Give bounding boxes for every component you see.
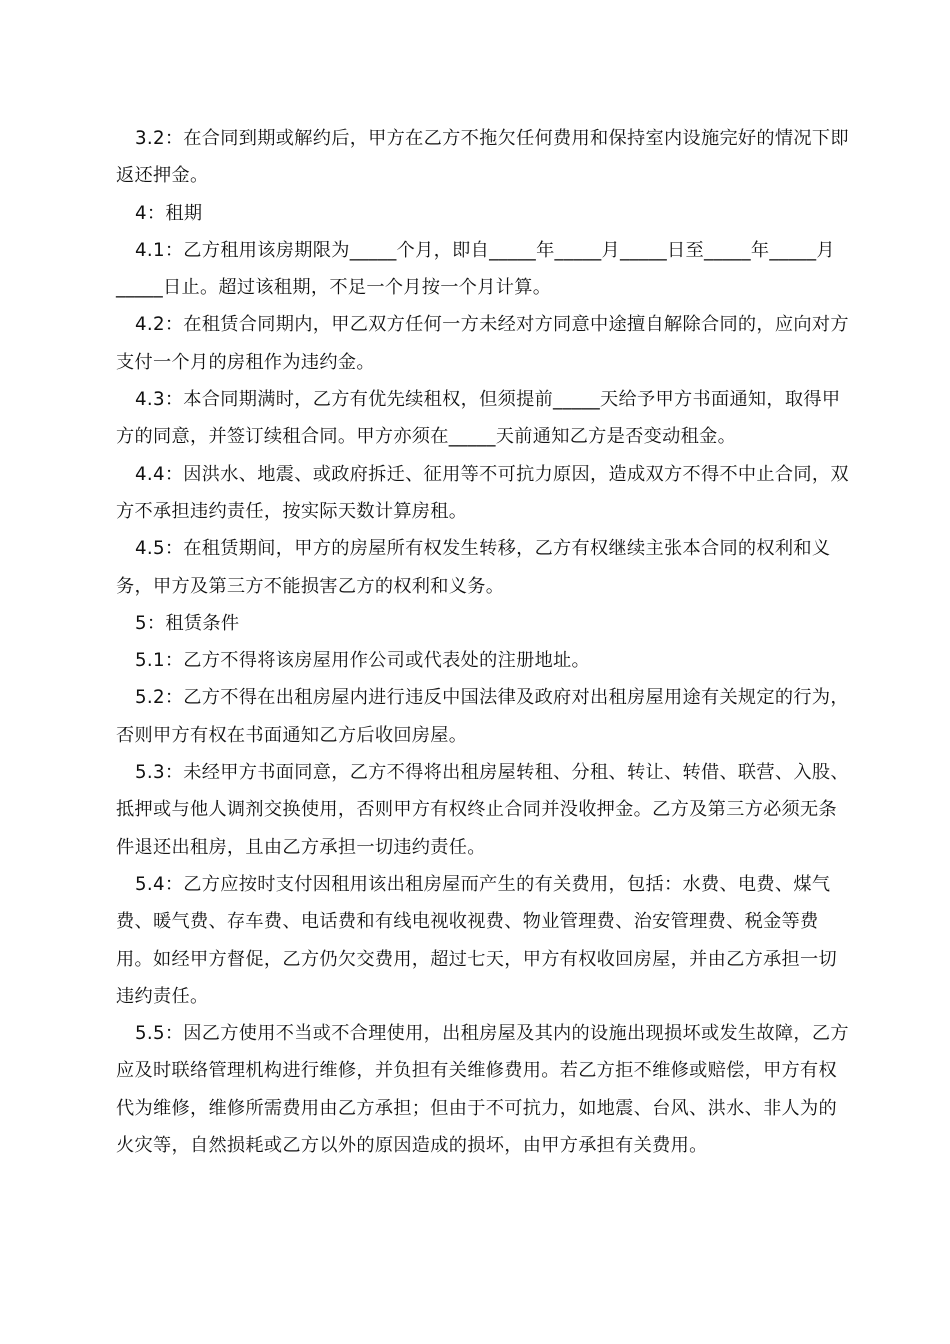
clause-5-3: 5.3：未经甲方书面同意，乙方不得将出租房屋转租、分租、转让、转借、联营、入股、抵押或与他人调剂交换使用，否则甲方有权终止合同并没收押金。乙方及第三方必须无条件退还出租房，且由乙方承担一切违约责任。 (116, 762, 849, 858)
document-body (116, 120, 852, 1164)
clause-5-2: 5.2：乙方不得在出租房屋内进行违反中国法律及政府对出租房屋用途有关规定的行为，否则甲方有权在书面通知乙方后收回房屋。 (116, 687, 849, 746)
section-heading-5: 5：租赁条件 (135, 612, 240, 634)
clause-4-1: 4.1：乙方租用该房期限为_____个月，即自_____年_____月_____日至_____年_____月_____日止。超过该租期，不足一个月按一个月计算。 (116, 239, 835, 299)
clause-4-2: 4.2：在租赁合同期内，甲乙双方任何一方未经对方同意中途擅自解除合同的，应向对方支付一个月的房租作为违约金。 (116, 314, 849, 373)
clause-5-5: 5.5：因乙方使用不当或不合理使用，出租房屋及其内的设施出现损坏或发生故障，乙方应及时联络管理机构进行维修，并负担有关维修费用。若乙方拒不维修或赔偿，甲方有权代为维修，维修所需费用由乙方承担；但由于不可抗力，如地震、台风、洪水、非人为的火灾等，自然损耗或乙方以外的原因造成的损坏，由甲方承担有关费用。 (116, 1023, 849, 1157)
section-heading-4: 4：租期 (135, 202, 203, 224)
clause-5-1: 5.1：乙方不得将该房屋用作公司或代表处的注册地址。 (135, 650, 591, 672)
clause-5-4: 5.4：乙方应按时支付因租用该出租房屋而产生的有关费用，包括：水费、电费、煤气费、暖气费、存车费、电话费和有线电视收视费、物业管理费、治安管理费、税金等费用。如经甲方督促，乙方仍欠交费用，超过七天，甲方有权收回房屋，并由乙方承担一切违约责任。 (116, 873, 838, 1007)
clause-4-5: 4.5：在租赁期间，甲方的房屋所有权发生转移，乙方有权继续主张本合同的权利和义务，甲方及第三方不能损害乙方的权利和义务。 (116, 538, 831, 597)
clause-3-2: 3.2：在合同到期或解约后，甲方在乙方不拖欠任何费用和保持室内设施完好的情况下即返还押金。 (116, 128, 849, 187)
clause-4-4: 4.4：因洪水、地震、或政府拆迁、征用等不可抗力原因，造成双方不得不中止合同，双方不承担违约责任，按实际天数计算房租。 (116, 463, 849, 522)
clause-4-3: 4.3：本合同期满时，乙方有优先续租权，但须提前_____天给予甲方书面通知，取得甲方的同意，并签订续租合同。甲方亦须在_____天前通知乙方是否变动租金。 (116, 389, 841, 448)
